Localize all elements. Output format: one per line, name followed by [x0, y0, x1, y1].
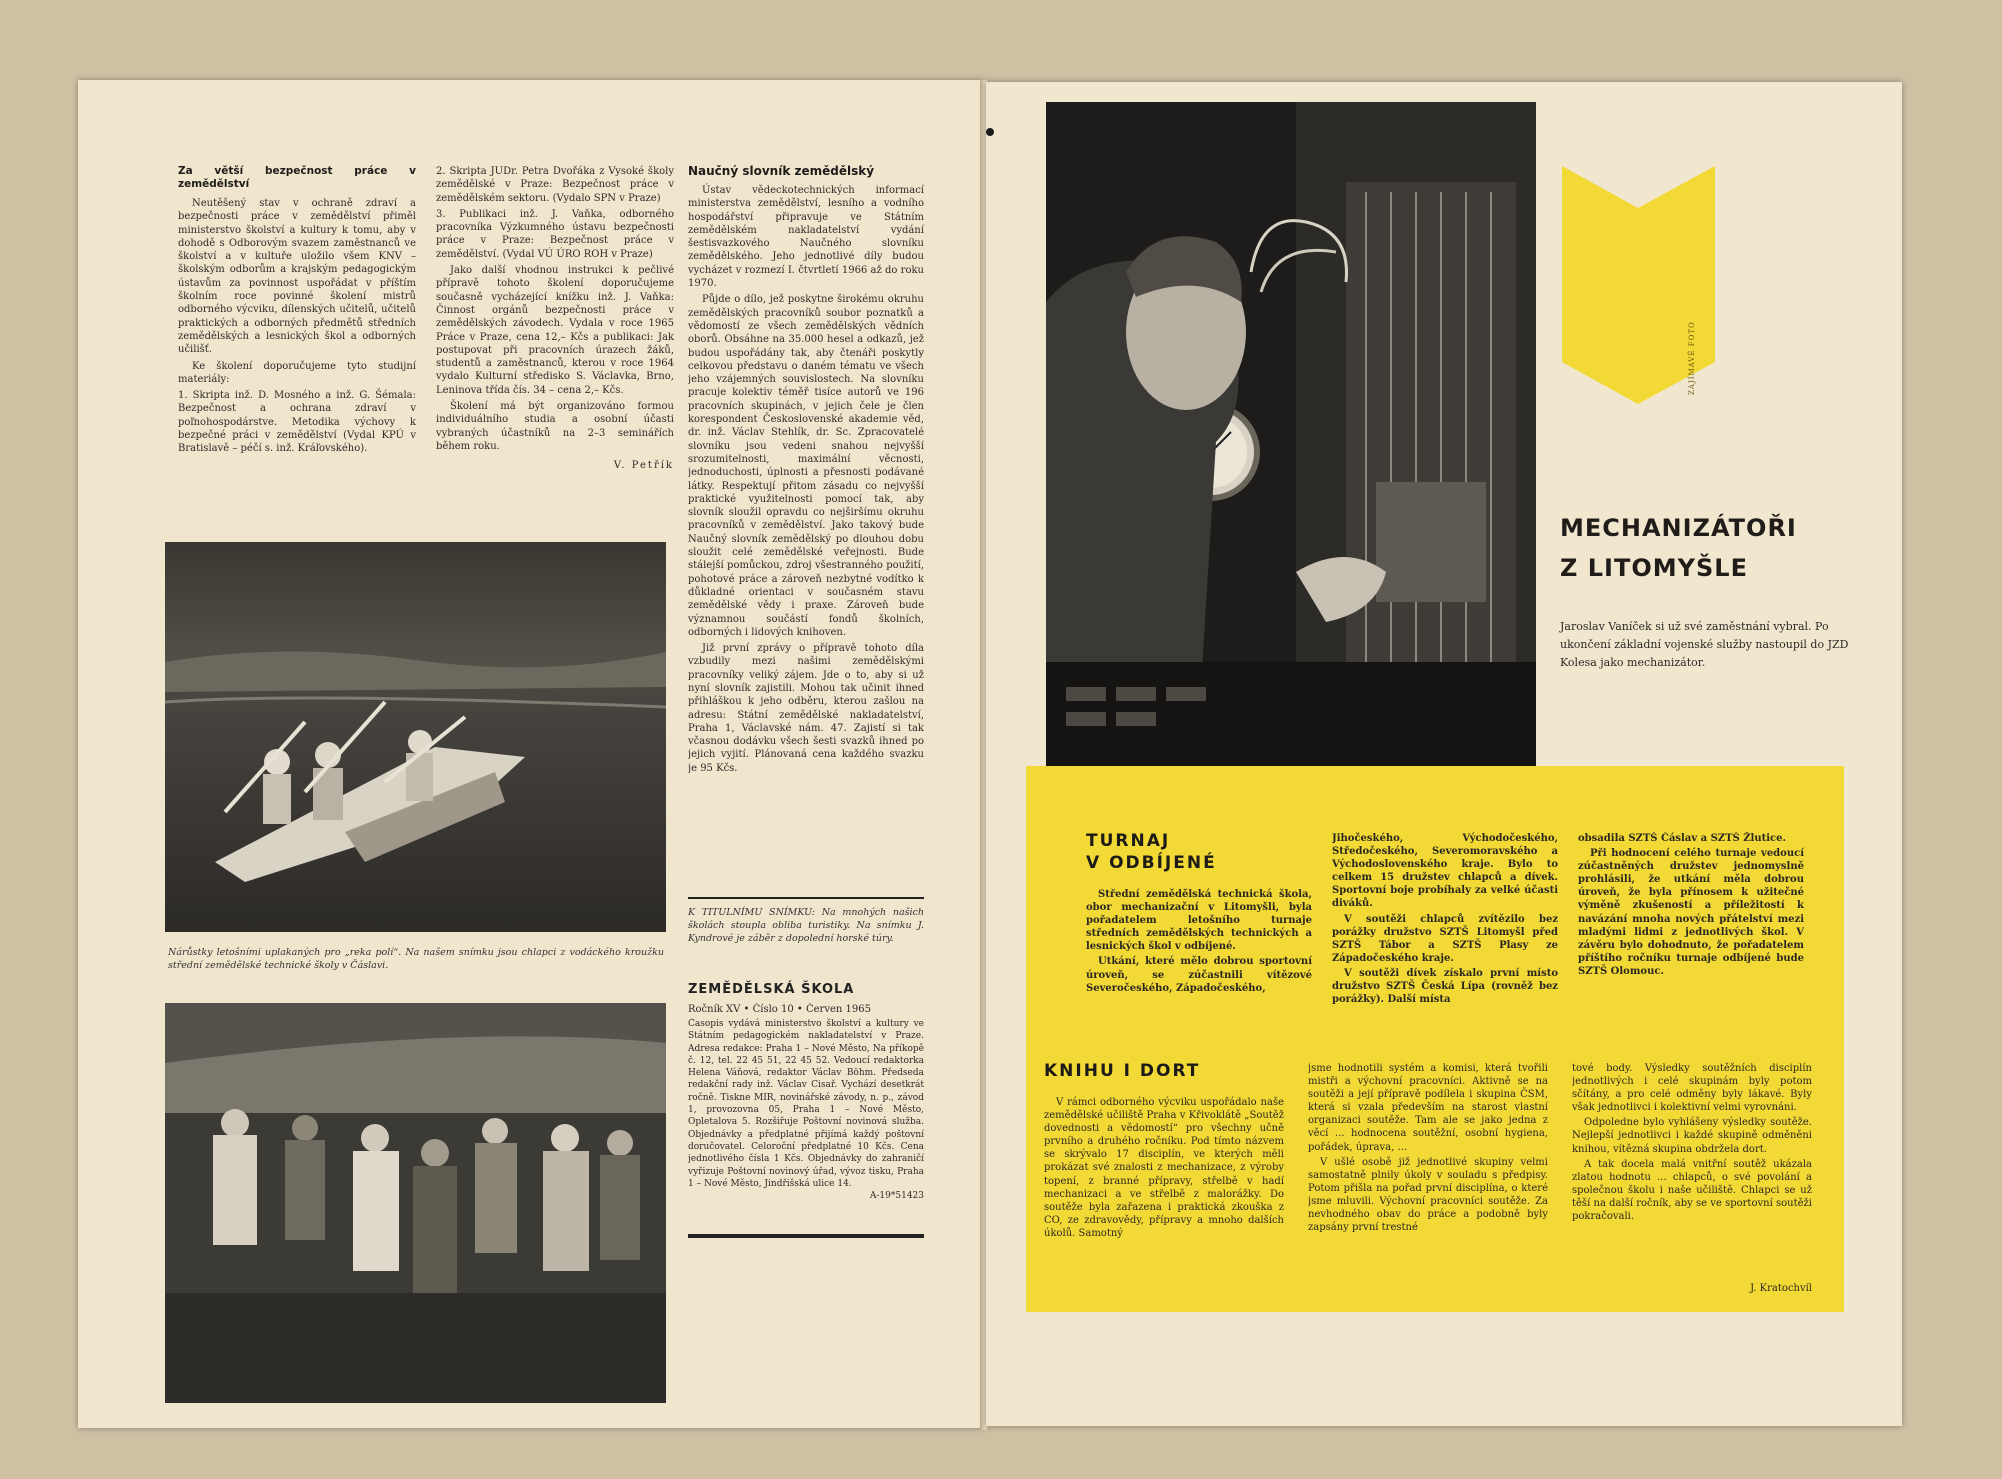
volleyball-paragraph: Utkání, které mělo dobrou sportovní úroveň, se zúčastnili vítězové Severočeského, Západočeského,	[1086, 956, 1312, 994]
volleyball-column-2	[1332, 832, 1558, 1038]
competition-paragraph: V rámci odborného výcviku uspořádalo naše zemědělské učiliště Praha v Křivoklátě „Soutěž dovednosti a vědomostí“ pro všechny učně prvního a druhého ročníku. Pod tímto názvem se skrývalo 17 disciplín, ve kterých měli prokázat své znalosti z mechanizace, z výroby topení, z branné přípravy, střelbě v hadí mechanizaci a ve střelbě z malorážky. Do soutěže byla zařazena i praktická zkouška z CO, ze zdravovědy, přípravy a mnoho dalších úkolů. Samotný	[1044, 1097, 1284, 1239]
article-safety-paragraph: Školení má být organizováno formou individuálního studia a osobní účasti vybraných účastníků na 2–3 seminářích během roku.	[436, 401, 674, 452]
masthead-issue: Ročník XV • Číslo 10 • Červen 1965	[688, 1004, 871, 1015]
cover-photo-note: K TITULNÍMU SNÍMKU: Na mnohých našich školách stoupla obliba turistiky. Na snímku J. Kyndrové je záběr z dopolední horské túry.	[688, 907, 924, 944]
kayak-photo-image	[165, 542, 666, 932]
headline-intro: Jaroslav Vaníček si už své zaměstnání vybral. Po ukončení základní vojenské služby nastoupil do JZD Kolesa jako mechanizátor.	[1560, 620, 1849, 669]
article-dictionary-paragraph: Již první zprávy o přípravě tohoto díla vzbudily mezi našimi zemědělskými pracovníky veliký zájem. Jde o to, aby si už nyní slovník zajistili. Mohou tak učinit ihned přihláškou k jeho odběru, kterou zašlou na adresu: Státní zemědělské nakladatelství, Praha 1, Václavské nám. 47. Zajistí si tak včasnou dodávku všech šesti svazků ihned po jejich vyjití. Plánovaná cena každého svazku je 95 Kčs.	[688, 643, 924, 774]
article-dictionary-title: Naučný slovník zemědělský	[688, 165, 875, 178]
volleyball-paragraph: Střední zemědělská technická škola, obor mechanizační v Litomyšli, byla pořadatelem letošního turnaje středních zemědělských technických a lesnických škol v odbíjené.	[1086, 889, 1312, 953]
page-hole	[986, 128, 994, 136]
photo-kayak-caption: Nárůstky letošními uplakaných pro „reka polí“. Na našem snímku jsou chlapci z vodáckého kroužku střední zemědělské technické školy v Čáslavi.	[168, 947, 664, 971]
competition-paragraph: jsme hodnotili systém a komisi, která tvořili mistři a výchovní pracovníci. Aktivně se na soutěži a její přípravě podílela i skupina ČSM, která si vzala především na starost vlastní organizaci soutěže. Tam ale se jako jedna z věcí ... hodnocena soutěžní, osobní hygiena, pořádek, úprava, ...	[1308, 1063, 1548, 1153]
competition-column-3	[1572, 1062, 1812, 1280]
divider-rule	[688, 897, 924, 899]
article-safety-paragraph: Neutěšený stav v ochraně zdraví a bezpečnosti práce v zemědělství přiměl ministerstvo školství a kultury k tomu, aby v dohodě s Odborovým svazem zaměstnanců ve školství a v kultuře uložilo všem KNV – školským odborům a krajským pedagogickým ústavům za povinnost uspořádat v příštím školním roce povinné školení mistrů odborného výcviku, dílenských učitelů, učitelů praktických a odborných předmětů středních zemědělských a lesnických škol a odborných učilišť.	[178, 198, 416, 356]
photo-group	[165, 1003, 666, 1403]
masthead-imprint	[688, 1018, 924, 1230]
competition-column-1	[1044, 1096, 1284, 1296]
volleyball-paragraph: V soutěži chlapců zvítězilo bez porážky družstvo SZTŠ Litomyšl před SZTŠ Tábor a SZTŠ Plasy ze Západočeského kraje.	[1332, 913, 1558, 964]
article-dictionary-paragraph: Půjde o dílo, jež poskytne širokému okruhu zemědělských pracovníků soubor poznatků a vědomostí ze všech zemědělských vědních oborů. Obsáhne na 35.000 hesel a odkazů, jež budou uspořádány tak, aby čtenáři poskytly celkovou představu o daném tématu ve všech jeho vzájemných souvislostech. Na slovníku pracuje kolektiv téměř tisíce autorů ve 196 pracovních skupinách, v jejich čele je člen korespondent Československé akademie věd, dr. inž. Václav Stehlík, dr. Sc. Zpracovatelé slovníku jsou vedeni snahou nejvyšší srozumitelnosti, maximální věcnosti, jednoduchosti, úplnosti a přesnosti podávané látky. Respektují přitom zásadu co nejvyšší praktické využitelnosti pomocí tak, aby slovník sloužil opravdu co nejširšímu okruhu pracovníků v zemědělství. Jako takový bude Naučný slovník zemědělský po dlouhou dobu sloužit celé zemědělské veřejnosti. Bude stálejší pomůckou, zdroj všestranného použití, pohotové práce a zároveň nezbytné vodítko k důkladné orientaci v současném stavu zemědělské vědy i praxe. Zároveň bude významnou součástí fondů školních, odborných i lidových knihoven.	[688, 294, 924, 638]
photo-mechanic	[1046, 102, 1536, 767]
masthead-bottom-rule	[688, 1234, 924, 1238]
volleyball-column-1	[1086, 888, 1312, 1038]
volleyball-column-3	[1578, 832, 1804, 1038]
headline-line-1: MECHANIZÁTOŘI	[1560, 514, 1797, 542]
competition-column-2	[1308, 1062, 1548, 1296]
article-safety-paragraph: 2. Skripta JUDr. Petra Dvořáka z Vysoké školy zemědělské v Praze: Bezpečnost práce v zemědělském sektoru. (Vydalo SPN v Praze)	[436, 166, 674, 204]
volleyball-title-line-1: TURNAJ	[1086, 831, 1171, 851]
masthead-code: A-19*51423	[869, 1191, 924, 1202]
volleyball-paragraph: Jihočeského, Východočeského, Středočeského, Severomoravského a Východoslovenského kraje. Bylo to celkem 15 družstev chlapců a dívek. Sportovní boje probíhaly za velké účasti diváků.	[1332, 833, 1558, 910]
article-safety-title: Za větší bezpečnost práce v zemědělství	[178, 165, 416, 190]
article-safety-signature: V. Petřík	[613, 460, 674, 472]
volleyball-paragraph: Při hodnocení celého turnaje vedoucí zúčastněných družstev jednomyslně prohlásili, že utkání měla dobrou úroveň, že byla přínosem k užitečné výměně zkušeností a příležitostí k navázání mnoha nových přátelství mezi mladými lidmi z jednotlivých škol. V závěru bylo dohodnuto, že pořadatelem příštího ročníku turnaje odbíjené bude SZTŠ Olomouc.	[1578, 848, 1804, 977]
volleyball-paragraph: V soutěži dívek získalo první místo družstvo SZTŠ Česká Lípa (rovněž bez porážky). Další místa	[1332, 967, 1558, 1006]
photo-kayak	[165, 542, 666, 932]
competition-paragraph: V ušlé osobě již jednotlivé skupiny velmi samostatně plnily úkoly v souladu s předpisy. Potom přišla na pořad první disciplína, o které jsme mluvili. Výchovní pracovníci soutěže. Za nevhodného obav do práce a podobně byly zapsány první trestné	[1308, 1156, 1548, 1234]
article-safety-paragraph: 3. Publikaci inž. J. Vaňka, odborného pracovníka Výzkumného ústavu bezpečnosti práce v Praze: Bezpečnost práce v zemědělství. (Vydal VÚ ÚRO ROH v Praze)	[436, 208, 674, 260]
volleyball-title-line-2: V ODBÍJENÉ	[1086, 853, 1217, 873]
article-safety-continued	[436, 165, 674, 515]
masthead-imprint-text: Časopis vydává ministerstvo školství a kultury ve Státním pedagogickém nakladatelství v Praze. Adresa redakce: Praha 1 – Nové Město, Na příkopě č. 12, tel. 22 45 51, 22 45 52. Vedoucí redaktorka Helena Váňová, redaktor Václav Böhm. Předseda redakční rady inž. Václav Cisař. Vychází desetkrát ročně. Tiskne MIR, novinářské závody, n. p., závod 1, provozovna 05, Praha 1 – Nové Město, Opletalova 5. Rozšiřuje Poštovní novinová služba. Objednávky a předplatné přijímá každý poštovní doručovatel. Celoroční předplatné 10 Kčs. Cena jednotlivého čísla 1 Kčs. Objednávky do zahraničí vyřizuje Poštovní novinový úřad, vývoz tisku, Praha 1 – Nové Město, Jindřišská ulice 14.	[688, 1019, 924, 1189]
article-safety	[178, 165, 416, 515]
article-dictionary	[688, 165, 924, 887]
group-photo-image	[165, 1003, 666, 1403]
headline-line-2: Z LITOMYŠLE	[1560, 554, 1748, 582]
vertical-section-tag: ZAJÍMAVÉ FOTO	[1688, 321, 1696, 395]
competition-paragraph: tové body. Výsledky soutěžních disciplín jednotlivých i celé skupinám byly potom sčítány, a pro celé odměny byly lákavé. Byly však jednotlivci i kolektivní velmi vyrovnáni.	[1572, 1063, 1812, 1114]
competition-paragraph: Odpoledne bylo vyhlášeny výsledky soutěže. Nejlepší jednotlivci i každé skupině odměněni knihou, vítězná skupina obdržela dort.	[1572, 1117, 1812, 1155]
article-dictionary-paragraph: Ústav vědeckotechnických informací ministerstva zemědělství, lesního a vodního hospodářství připravuje ve Státním zemědělském nakladatelství vydání šestisvazkového Naučného slovníku zemědělského. Jeho jednotlivé díly budou vycházet v rozmezí I. čtvrtletí 1966 až do roku 1970.	[688, 185, 924, 290]
competition-signature: J. Kratochvíl	[1750, 1283, 1812, 1294]
article-safety-paragraph: Ke školení doporučujeme tyto studijní materiály:	[178, 360, 416, 385]
magazine-masthead: ZEMĚDĚLSKÁ ŠKOLA	[688, 982, 855, 997]
mechanic-photo-image	[1046, 102, 1536, 767]
article-safety-paragraph: Jako další vhodnou instrukci k pečlivé přípravě tohoto školení doporučujeme současně vycházející knížku inž. J. Vaňka: Činnost orgánů bezpečnosti práce v zemědělských závodech. Vydala v roce 1965 Práce v Praze, cena 12,– Kčs a publikaci: Jak postupovat při pracovních úrazech žáků, studentů a zaměstnanců, kterou v roce 1964 vydalo Kulturní středisko S. Václavka, Brno, Leninova třída čís. 34 – cena 2,– Kčs.	[436, 265, 674, 396]
competition-paragraph: A tak docela malá vnitřní soutěž ukázala zlatou hodnotu ... chlapců, o své povolání a společnou školu i naše učiliště. Chlapci se už těší na další ročník, aby se ve sportovní soutěži pokračovali.	[1572, 1158, 1812, 1223]
volleyball-paragraph: obsadila SZTŠ Čáslav a SZTŠ Žlutice.	[1578, 833, 1786, 844]
competition-title: KNIHU I DORT	[1044, 1061, 1201, 1081]
article-safety-paragraph: 1. Skripta inž. D. Mosného a inž. G. Šémala: Bezpečnost a ochrana zdraví v poľnohospodárstve. Metodika výchovy k bezpečné práci v zemědělství (Vydal KPÚ v Bratislavě – péčí s. inž. Kráľovského).	[178, 390, 416, 455]
